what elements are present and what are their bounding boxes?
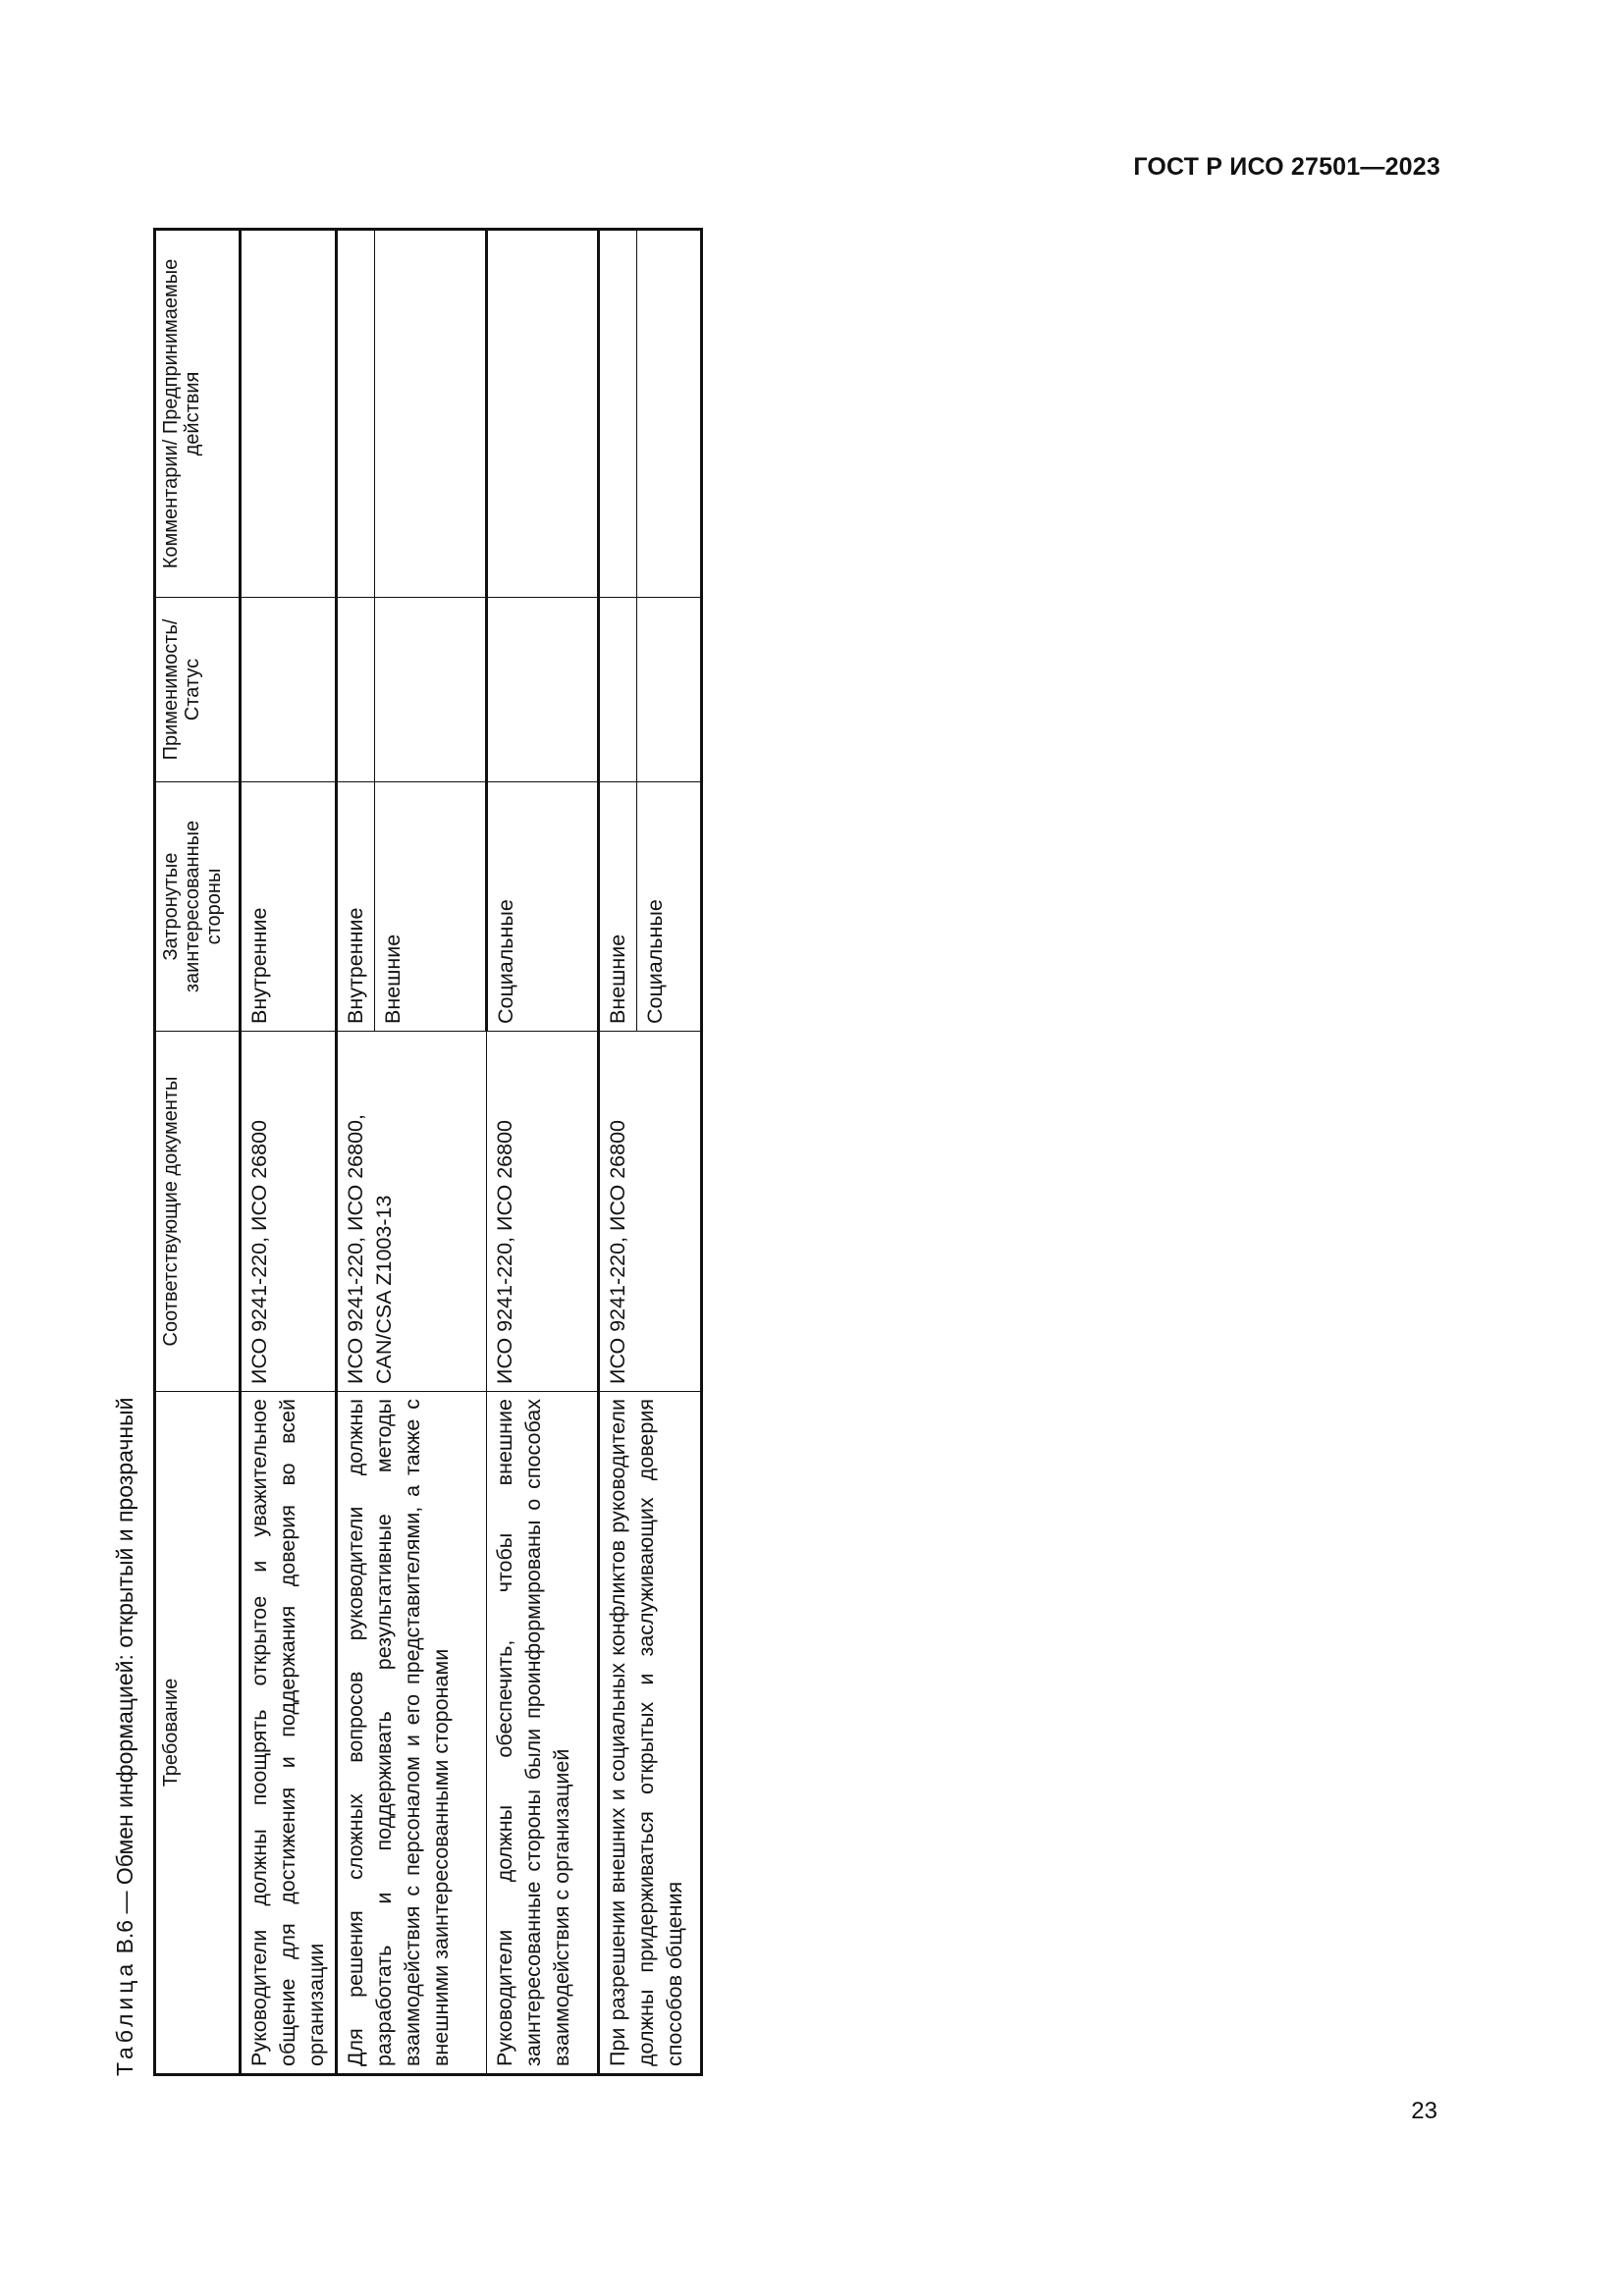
documents-cell: ИСО 9241-220, ИСО 26800 [241, 1032, 337, 1392]
applicability-cell [375, 598, 487, 782]
column-header-comments: Комментарии/ Предпринимаемые действия [155, 230, 241, 598]
documents-cell: ИСО 9241-220, ИСО 26800 [487, 1032, 599, 1392]
table-row [337, 230, 375, 2075]
applicability-cell [599, 598, 637, 782]
stakeholder-cell: Внутренние [241, 782, 337, 1032]
stakeholder-cell: Внутренние [337, 782, 375, 1032]
table-row [599, 230, 637, 2075]
applicability-cell [337, 598, 375, 782]
caption-prefix: Таблица [112, 1959, 137, 2076]
column-header-applicability: Применимость/ Статус [155, 598, 241, 782]
table-row [241, 230, 337, 2075]
column-header-requirement: Требование [155, 1392, 241, 2075]
stakeholder-cell: Социальные [487, 782, 599, 1032]
caption-text: В.6 — Обмен информацией: открытый и прозрачный [112, 1397, 137, 1960]
page-number: 23 [1411, 2098, 1437, 2124]
comments-cell [637, 230, 702, 598]
applicability-cell [487, 598, 599, 782]
table-header-row [155, 230, 241, 2075]
applicability-cell [637, 598, 702, 782]
comments-cell [487, 230, 599, 598]
requirement-cell: Руководители должны поощрять открытое и уважительное общение для достижения и поддержания доверия во всей организации [241, 1392, 337, 2075]
comments-cell [241, 230, 337, 598]
stakeholder-cell: Внешние [375, 782, 487, 1032]
column-header-documents: Соответствующие документы [155, 1032, 241, 1392]
stakeholder-cell: Внешние [599, 782, 637, 1032]
documents-cell: ИСО 9241-220, ИСО 26800, CAN/CSA Z1003-13 [337, 1032, 487, 1392]
comments-cell [599, 230, 637, 598]
requirement-cell: Для решения сложных вопросов руководители должны разработать и поддерживать результативные методы взаимодействия с персоналом и его представителями, а также с внешними заинтересованными сторонами [337, 1392, 487, 2075]
rotated-table-block [110, 231, 703, 2076]
requirement-cell: Руководители должны обеспечить, чтобы внешние заинтересованные стороны были проинформированы о способах взаимодействия с организацией [487, 1392, 599, 2075]
table-row [487, 230, 599, 2075]
column-header-stakeholders: Затронутые заинтересованные стороны [155, 782, 241, 1032]
comments-cell [337, 230, 375, 598]
requirement-cell: При разрешении внешних и социальных конфликтов руководители должны придерживаться открытых и заслуживающих доверия способов общения [599, 1392, 702, 2075]
document-id-header: ГОСТ Р ИСО 27501—2023 [1133, 153, 1440, 181]
stakeholder-cell: Социальные [637, 782, 702, 1032]
table-caption [110, 231, 139, 2076]
comments-cell [375, 230, 487, 598]
documents-cell: ИСО 9241-220, ИСО 26800 [599, 1032, 702, 1392]
requirements-table [153, 228, 703, 2076]
applicability-cell [241, 598, 337, 782]
